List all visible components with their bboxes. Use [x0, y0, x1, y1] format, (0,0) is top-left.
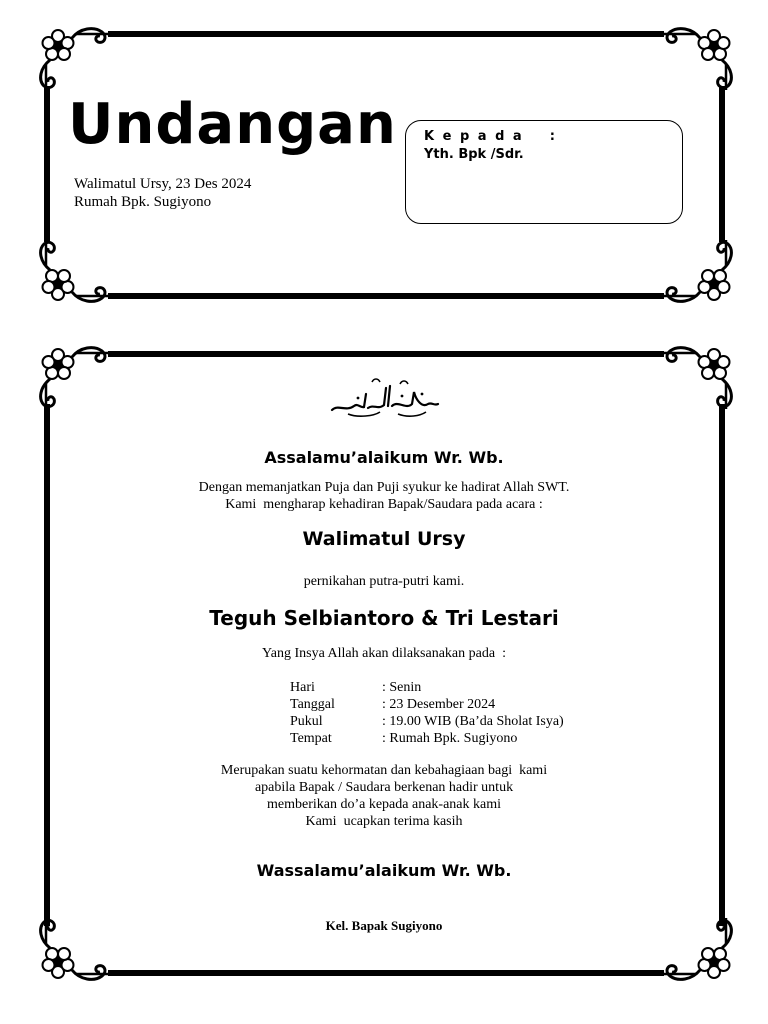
- detail-value: : Senin: [382, 680, 422, 695]
- cover-top-border: [108, 31, 664, 37]
- greeting: Assalamu’alaikum Wr. Wb.: [264, 448, 504, 467]
- detail-label: Tempat: [290, 731, 332, 746]
- cover-title: Undangan: [68, 92, 397, 157]
- detail-value: : 23 Desember 2024: [382, 697, 496, 712]
- detail-row-date: [290, 696, 564, 713]
- basmalah-calligraphy-icon: [328, 374, 442, 420]
- invitation-top-border: [108, 351, 664, 357]
- schedule-intro: Yang Insya Allah akan dilaksanakan pada :: [262, 646, 506, 661]
- intro-line-2: Kami mengharap kehadiran Bapak/Saudara pada acara :: [225, 497, 543, 512]
- corner-ornament-icon: [662, 343, 736, 409]
- recipient-label: Yth. Bpk /Sdr.: [424, 147, 524, 162]
- event-subtitle: pernikahan putra-putri kami.: [303, 574, 465, 589]
- detail-value: : Rumah Bpk. Sugiyono: [382, 731, 518, 746]
- signature: Kel. Bapak Sugiyono: [325, 918, 443, 933]
- detail-row-place: [290, 730, 564, 747]
- couple-names: Teguh Selbiantoro & Tri Lestari: [209, 606, 559, 630]
- kepada-label: K e p a d a :: [424, 129, 557, 144]
- cover-venue-line: Rumah Bpk. Sugiyono: [74, 194, 212, 210]
- detail-row-time: [290, 713, 564, 730]
- corner-ornament-icon: [662, 24, 736, 90]
- corner-ornament-icon: [36, 240, 110, 306]
- farewell: Wassalamu’alaikum Wr. Wb.: [256, 861, 512, 880]
- invitation-bottom-border: [108, 970, 664, 976]
- closing-line-4: Kami ucapkan terima kasih: [305, 814, 463, 829]
- intro-line-1: Dengan memanjatkan Puja dan Puji syukur ke hadirat Allah SWT.: [198, 480, 570, 495]
- detail-row-day: [290, 679, 564, 696]
- corner-ornament-icon: [662, 240, 736, 306]
- cover-bottom-border: [108, 293, 664, 299]
- detail-label: Hari: [290, 680, 315, 695]
- cover-left-border: [44, 86, 50, 242]
- cover-right-border: [719, 86, 725, 242]
- event-name: Walimatul Ursy: [302, 528, 466, 550]
- event-details: [290, 679, 564, 747]
- corner-ornament-icon: [36, 343, 110, 409]
- cover-event-line: Walimatul Ursy, 23 Des 2024: [74, 176, 252, 192]
- closing-line-1: Merupakan suatu kehormatan dan kebahagiaan bagi kami: [220, 763, 548, 778]
- detail-label: Tanggal: [290, 697, 335, 712]
- corner-ornament-icon: [36, 24, 110, 90]
- detail-label: Pukul: [290, 714, 323, 729]
- closing-line-3: memberikan do’a kepada anak-anak kami: [266, 797, 501, 812]
- detail-value: : 19.00 WIB (Ba’da Sholat Isya): [382, 714, 564, 729]
- closing-line-2: apabila Bapak / Saudara berkenan hadir untuk: [254, 780, 514, 795]
